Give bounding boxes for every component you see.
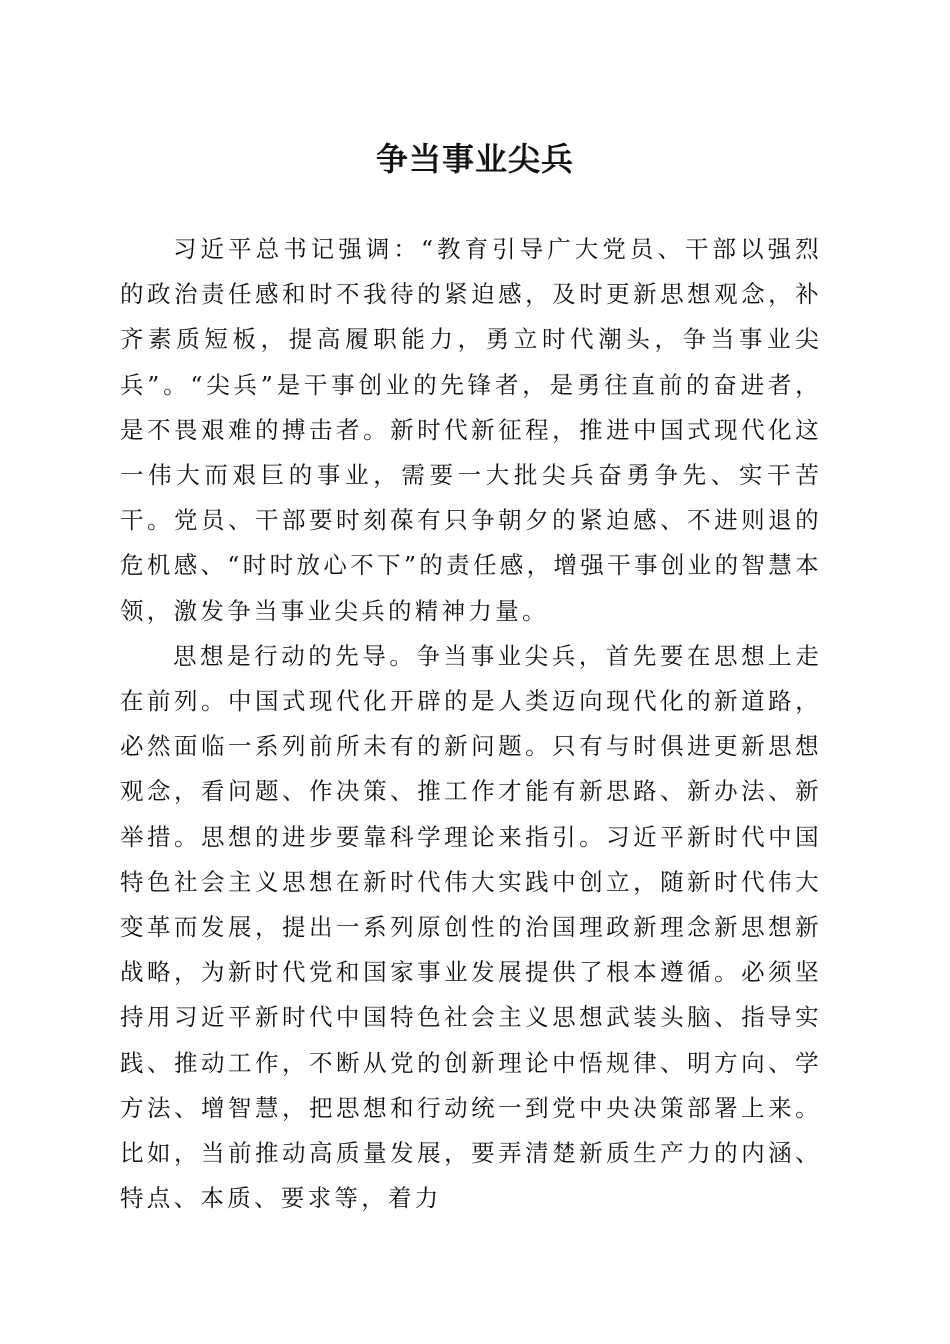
article-title: 争当事业尖兵 bbox=[375, 140, 574, 178]
paragraph-1: 习近平总书记强调：“教育引导广大党员、干部以强烈的政治责任感和时不我待的紧迫感，及时更新思想观念，补齐素质短板，提高履职能力，勇立时代潮头，争当事业尖兵”。“尖兵”是干事创业的先锋者，是勇往直前的奋进者，是不畏艰难的搏击者。新时代新征程，推进中国式现代化这一伟大而艰巨的事业，需要一大批尖兵奋勇争先、实干苦干。党员、干部要时刻葆有只争朝夕的紧迫感、不进则退的危机感、“时时放心不下”的责任感，增强干事创业的智慧本领，激发争当事业尖兵的精神力量。 bbox=[120, 235, 822, 625]
article-body bbox=[120, 227, 822, 1221]
paragraph-2: 思想是行动的先导。争当事业尖兵，首先要在思想上走在前列。中国式现代化开辟的是人类迈向现代化的新道路，必然面临一系列前所未有的新问题。只有与时俱进更新思想观念，看问题、作决策、推工作才能有新思路、新办法、新举措。思想的进步要靠科学理论来指引。习近平新时代中国特色社会主义思想在新时代伟大实践中创立，随新时代伟大变革而发展，提出一系列原创性的治国理政新理念新思想新战略，为新时代党和国家事业发展提供了根本遵循。必须坚持用习近平新时代中国特色社会主义思想武装头脑、指导实践、推动工作，不断从党的创新理论中悟规律、明方向、学方法、增智慧，把思想和行动统一到党中央决策部署上来。比如，当前推动高质量发展，要弄清楚新质生产力的内涵、特点、本质、要求等，着力 bbox=[120, 641, 822, 1213]
